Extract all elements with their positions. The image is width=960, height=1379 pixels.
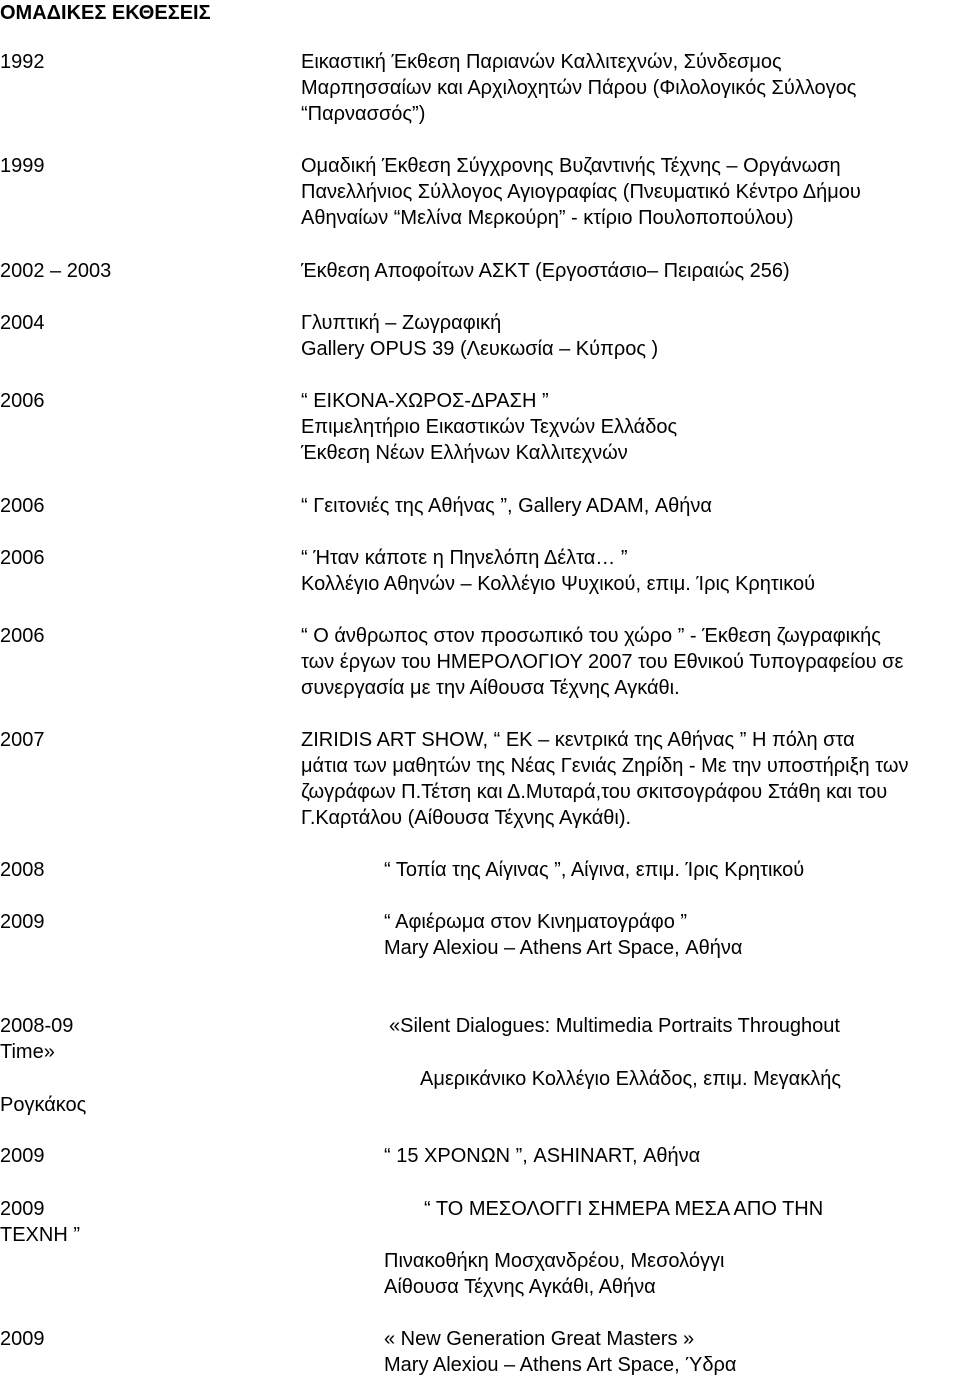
- entry-line: Έκθεση Νέων Ελλήνων Καλλιτεχνών: [301, 442, 628, 464]
- entry-line: ΤΕΧΝΗ ”: [0, 1224, 80, 1246]
- page-title: ΟΜΑΔΙΚΕΣ ΕΚΘΕΣΕΙΣ: [0, 2, 211, 24]
- entry-year: 2006: [0, 547, 45, 569]
- entry-line: Έκθεση Αποφοίτων ΑΣΚΤ (Εργοστάσιο– Πειραιώς 256): [301, 260, 790, 282]
- entry-year: 2009: [0, 1145, 45, 1167]
- entry-year: 2007: [0, 729, 45, 751]
- entry-line: “ ΤΟ ΜΕΣΟΛΟΓΓΙ ΣΗΜΕΡΑ ΜΕΣΑ ΑΠΟ ΤΗΝ: [424, 1198, 824, 1220]
- entry-year: 1999: [0, 155, 45, 177]
- entry-line: «Silent Dialogues: Multimedia Portraits Throughout: [389, 1015, 840, 1037]
- entry-year: 2008-09: [0, 1015, 74, 1037]
- entry-line: Πανελλήνιος Σύλλογος Αγιογραφίας (Πνευματικό Κέντρο Δήμου: [301, 181, 861, 203]
- entry-line: ζωγράφων Π.Τέτση και Δ.Μυταρά,του σκιτσογράφου Στάθη και του: [301, 781, 888, 803]
- entry-line: “ ΕΙΚΟΝΑ-ΧΩΡΟΣ-ΔΡΑΣΗ ”: [301, 390, 549, 412]
- entry-line: “ Ήταν κάποτε η Πηνελόπη Δέλτα… ”: [301, 547, 628, 569]
- entry-line: Εικαστική Έκθεση Παριανών Καλλιτεχνών, Σύνδεσμος: [301, 51, 782, 73]
- entry-year: 2009: [0, 1198, 45, 1220]
- entry-line: Πινακοθήκη Μοσχανδρέου, Μεσολόγγι: [384, 1250, 725, 1272]
- entry-line: « New Generation Great Masters »: [384, 1328, 695, 1350]
- entry-line: Mary Alexiou – Athens Art Space, Αθήνα: [384, 937, 743, 959]
- entry-line: Αίθουσα Τέχνης Αγκάθι, Αθήνα: [384, 1276, 656, 1298]
- entry-line: “ 15 ΧΡΟΝΩΝ ”, ASHINART, Αθήνα: [384, 1145, 701, 1167]
- entry-line: “ Ο άνθρωπος στον προσωπικό του χώρο ” - Έκθεση ζωγραφικής: [301, 625, 881, 647]
- entry-line: Αθηναίων “Μελίνα Μερκούρη” - κτίριο Πουλοποπούλου): [301, 207, 794, 229]
- entry-year: 2006: [0, 390, 45, 412]
- entry-line: Ρογκάκος: [0, 1094, 87, 1116]
- entry-line: “ Τοπία της Αίγινας ”, Αίγινα, επιμ. Ίρις Κρητικού: [384, 859, 805, 881]
- entry-line: ZIRIDIS ART SHOW, “ ΕΚ – κεντρικά της Αθήνας ” Η πόλη στα: [301, 729, 855, 751]
- entry-line: “ Αφιέρωμα στον Κινηματογράφο ”: [384, 911, 688, 933]
- entry-year: 2006: [0, 495, 45, 517]
- entry-line: Κολλέγιο Αθηνών – Κολλέγιο Ψυχικού, επιμ. Ίρις Κρητικού: [301, 573, 816, 595]
- entry-line: των έργων του ΗΜΕΡΟΛΟΓΙΟΥ 2007 του Εθνικού Τυπογραφείου σε: [301, 651, 904, 673]
- entry-line: συνεργασία με την Αίθουσα Τέχνης Αγκάθι.: [301, 677, 680, 699]
- entry-line: μάτια των μαθητών της Νέας Γενιάς Ζηρίδη - Με την υποστήριξη των: [301, 755, 909, 777]
- entry-line: Mary Alexiou – Athens Art Space, Ύδρα: [384, 1354, 737, 1376]
- entry-line: Αμερικάνικο Κολλέγιο Ελλάδος, επιμ. Μεγακλής: [420, 1068, 841, 1090]
- entry-line: Επιμελητήριο Εικαστικών Τεχνών Ελλάδος: [301, 416, 678, 438]
- entry-line: Gallery OPUS 39 (Λευκωσία – Κύπρος ): [301, 338, 659, 360]
- entry-year: 2002 – 2003: [0, 260, 112, 282]
- entry-line: Ομαδική Έκθεση Σύγχρονης Βυζαντινής Τέχνης – Οργάνωση: [301, 155, 841, 177]
- entry-year: 2009: [0, 911, 45, 933]
- entry-year: 2008: [0, 859, 45, 881]
- entry-line: Γλυπτική – Ζωγραφική: [301, 312, 502, 334]
- entry-line: Time»: [0, 1041, 55, 1063]
- entry-line: Γ.Καρτάλου (Αίθουσα Τέχνης Αγκάθι).: [301, 807, 632, 829]
- entry-line: “Παρνασσός”): [301, 103, 426, 125]
- entry-line: “ Γειτονιές της Αθήνας ”, Gallery ADAM, Αθήνα: [301, 495, 712, 517]
- entry-year: 2009: [0, 1328, 45, 1350]
- entry-year: 2006: [0, 625, 45, 647]
- entry-line: Μαρπησσαίων και Αρχιλοχητών Πάρου (Φιλολογικός Σύλλογος: [301, 77, 857, 99]
- entry-year: 2004: [0, 312, 45, 334]
- entry-year: 1992: [0, 51, 45, 73]
